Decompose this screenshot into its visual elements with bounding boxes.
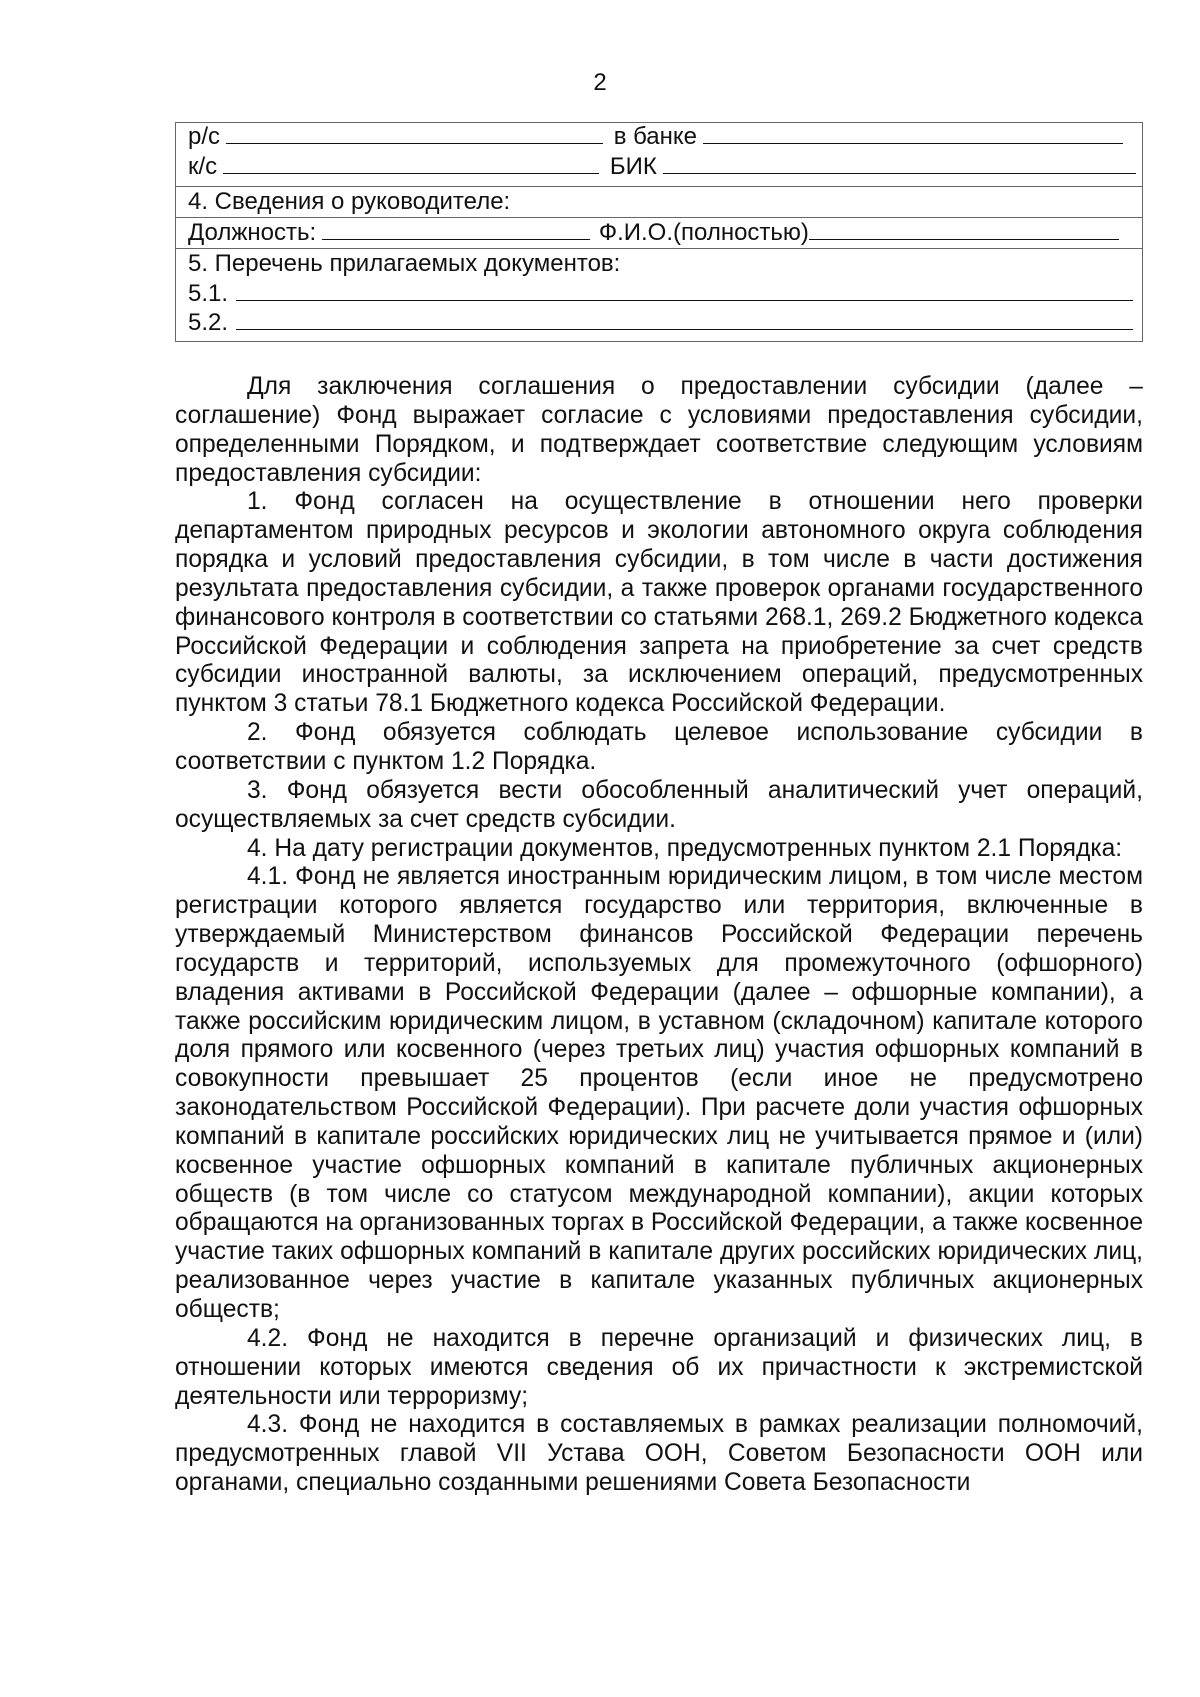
bank-blank [703,123,1123,144]
bik-label: БИК [609,153,657,180]
bank-label: в банке [613,123,698,150]
requisites-table [175,122,1143,342]
docs-title: 5. Перечень прилагаемых документов: [188,250,621,277]
doc2-label: 5.2. [188,309,229,336]
document-body [175,373,1143,1498]
rs-blank [226,123,603,144]
doc1-label: 5.1. [188,280,229,307]
head-details-row [176,218,1142,249]
bank-details-row [176,123,1142,187]
ks-blank [223,153,599,174]
condition-4-1: 4.1. Фонд не является иностранным юридическим лицом, в том числе местом регистрации которого является государство или территория, включенные в утверждаемый Министерством финансов Российской Федерации перечень государств и территорий, используемых для промежуточного (офшорного) владения активами в Российской Федерации (далее – офшорные компании), а также российским юридическим лицом, в уставном (складочном) капитале которого доля прямого или косвенного (через третьих лиц) участия офшорных компаний в совокупности превышает 25 процентов (если иное не предусмотрено законодательством Российской Федерации). При расчете доли участия офшорных компаний в капитале российских юридических лиц не учитывается прямое и (или) косвенное участие офшорных компаний в капитале публичных акционерных обществ (в том числе со статусом международной компании), акции которых обращаются на организованных торгах в Российской Федерации, а также косвенное участие таких офшорных компаний в капитале других российских юридических лиц, реализованное через участие в капитале указанных публичных акционерных обществ; [175,863,1143,1323]
rs-label: р/с [188,123,221,150]
condition-1: 1. Фонд согласен на осуществление в отношении него проверки департаментом природных ресурсов и экологии автономного округа соблюдения порядка и условий предоставления субсидии, в том числе в части достижения результата предоставления субсидии, а также проверок органами государственного финансового контроля в соответствии со статьями 268.1, 269.2 Бюджетного кодекса Российской Федерации и соблюдения запрета на приобретение за счет средств субсидии иностранной валюты, за исключением операций, предусмотренных пунктом 3 статьи 78.1 Бюджетного кодекса Российской Федерации. [175,488,1143,718]
condition-4-2: 4.2. Фонд не находится в перечне организаций и физических лиц, в отношении которых имеются сведения об их причастности к экстремистской деятельности или терроризму; [175,1324,1143,1410]
fio-blank [809,219,1119,240]
intro-paragraph: Для заключения соглашения о предоставлении субсидии (далее – соглашение) Фонд выражает согласие с условиями предоставления субсидии, определенными Порядком, и подтверждает соответствие следующим условиям предоставления субсидии: [175,373,1143,487]
condition-2: 2. Фонд обязуется соблюдать целевое использование субсидии в соответствии с пунктом 1.2 Порядка. [175,719,1143,775]
condition-4-3: 4.3. Фонд не находится в составляемых в рамках реализации полномочий, предусмотренных главой VII Устава ООН, Советом Безопасности ООН или органами, специально созданными решениями Совета Безопасности [175,1411,1143,1497]
corr-account-line [188,153,1136,181]
head-details-line [188,219,1119,247]
page-number: 2 [593,69,607,96]
fio-label: Ф.И.О.(полностью) [598,219,809,246]
bik-blank [663,153,1136,174]
doc2-blank [236,309,1133,330]
condition-3: 3. Фонд обязуется вести обособленный аналитический учет операций, осуществляемых за счет средств субсидии. [175,776,1143,833]
position-blank [322,219,590,240]
documents-row [176,249,1142,341]
doc1-blank [236,280,1133,301]
account-line [188,123,1123,151]
position-label: Должность: [188,219,317,246]
head-title: 4. Сведения о руководителе: [188,188,511,215]
condition-4: 4. На дату регистрации документов, предусмотренных пунктом 2.1 Порядка: [247,834,1123,862]
doc-line-2 [188,309,1133,337]
doc-line-1 [188,280,1133,308]
head-title-row [176,187,1142,218]
ks-label: к/с [188,153,218,180]
